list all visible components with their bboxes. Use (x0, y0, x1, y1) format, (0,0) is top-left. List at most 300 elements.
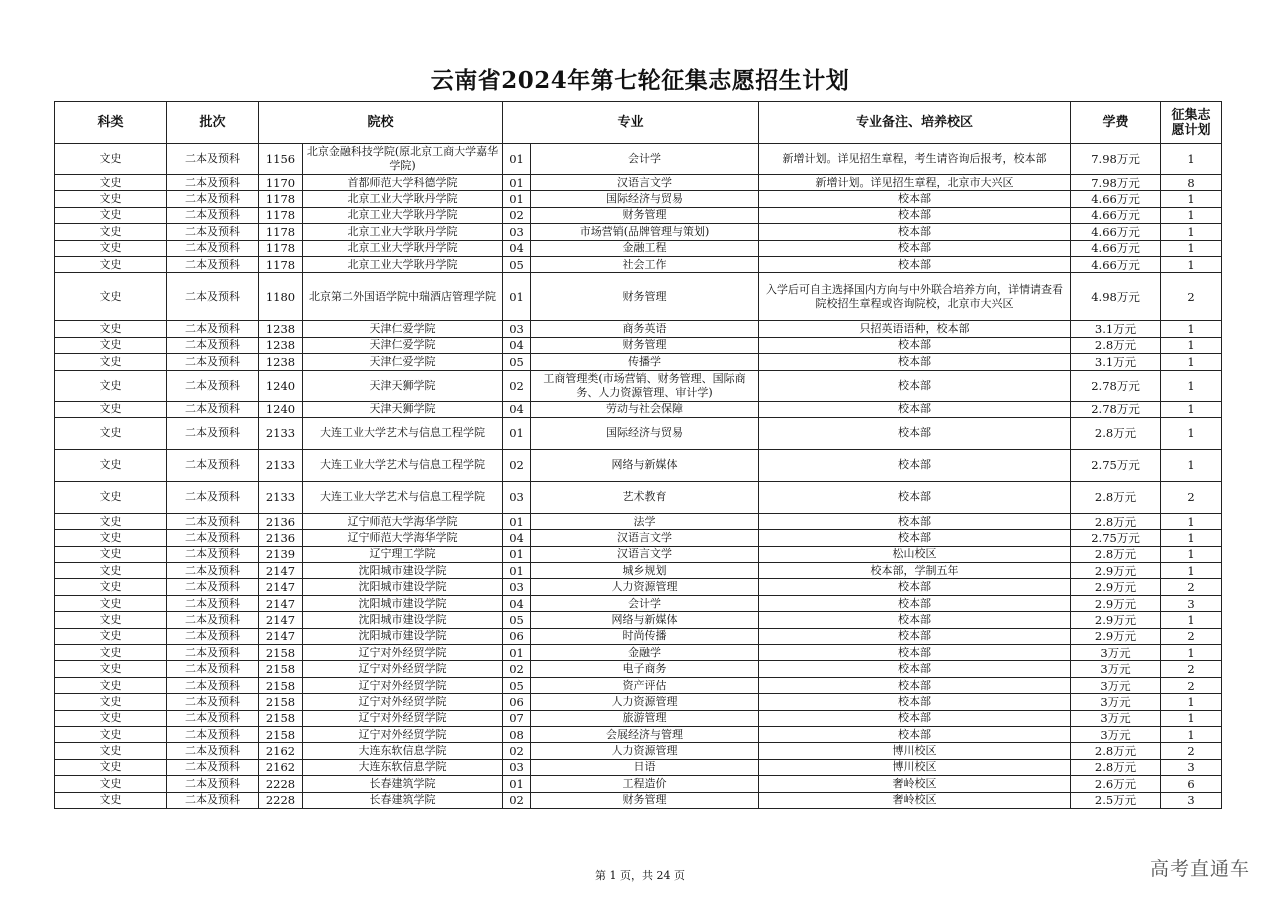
cell-school-name: 天津天狮学院 (303, 370, 503, 401)
header-kelei: 科类 (55, 102, 167, 144)
cell-school-code: 1156 (259, 144, 303, 175)
cell-major-name: 财务管理 (531, 207, 759, 223)
cell-school-name: 北京工业大学耿丹学院 (303, 224, 503, 240)
cell-remark: 校本部 (759, 726, 1071, 742)
table-row (55, 694, 1222, 710)
cell-fee: 2.9万元 (1071, 579, 1161, 595)
cell-major-code: 03 (503, 579, 531, 595)
cell-pici: 二本及预科 (167, 645, 259, 661)
table-row (55, 612, 1222, 628)
cell-fee: 3.1万元 (1071, 321, 1161, 337)
cell-major-name: 汉语言文学 (531, 530, 759, 546)
table-row (55, 321, 1222, 337)
cell-major-code: 01 (503, 144, 531, 175)
cell-school-name: 辽宁对外经贸学院 (303, 710, 503, 726)
cell-plan: 8 (1161, 175, 1222, 191)
table-body (55, 144, 1222, 809)
cell-pici: 二本及预科 (167, 481, 259, 513)
header-fee: 学费 (1071, 102, 1161, 144)
cell-school-code: 1238 (259, 321, 303, 337)
cell-remark: 校本部 (759, 240, 1071, 256)
cell-major-code: 01 (503, 513, 531, 529)
cell-plan: 1 (1161, 513, 1222, 529)
cell-remark: 校本部 (759, 337, 1071, 353)
cell-fee: 2.8万元 (1071, 759, 1161, 775)
cell-major-code: 04 (503, 595, 531, 611)
cell-school-name: 北京第二外国语学院中瑞酒店管理学院 (303, 273, 503, 321)
cell-remark: 校本部 (759, 417, 1071, 449)
cell-kelei: 文史 (55, 240, 167, 256)
cell-major-code: 05 (503, 612, 531, 628)
cell-pici: 二本及预科 (167, 191, 259, 207)
cell-major-name: 劳动与社会保障 (531, 401, 759, 417)
cell-fee: 4.66万元 (1071, 240, 1161, 256)
cell-plan: 1 (1161, 370, 1222, 401)
cell-remark: 校本部 (759, 694, 1071, 710)
cell-pici: 二本及预科 (167, 273, 259, 321)
cell-school-name: 北京金融科技学院(原北京工商大学嘉华学院) (303, 144, 503, 175)
cell-major-name: 工程造价 (531, 776, 759, 792)
table-row (55, 401, 1222, 417)
cell-major-code: 04 (503, 401, 531, 417)
cell-major-code: 02 (503, 792, 531, 808)
cell-remark: 校本部 (759, 224, 1071, 240)
cell-school-code: 1178 (259, 240, 303, 256)
cell-school-name: 天津天狮学院 (303, 401, 503, 417)
cell-school-code: 1178 (259, 256, 303, 272)
cell-pici: 二本及预科 (167, 224, 259, 240)
cell-plan: 1 (1161, 401, 1222, 417)
cell-fee: 3万元 (1071, 710, 1161, 726)
cell-kelei: 文史 (55, 354, 167, 370)
cell-school-name: 沈阳城市建设学院 (303, 595, 503, 611)
cell-plan: 1 (1161, 530, 1222, 546)
cell-pici: 二本及预科 (167, 354, 259, 370)
cell-fee: 3万元 (1071, 694, 1161, 710)
cell-school-code: 1240 (259, 401, 303, 417)
cell-school-code: 1178 (259, 224, 303, 240)
cell-kelei: 文史 (55, 256, 167, 272)
cell-school-name: 沈阳城市建设学院 (303, 612, 503, 628)
cell-school-code: 2158 (259, 710, 303, 726)
cell-pici: 二本及预科 (167, 207, 259, 223)
cell-school-code: 1170 (259, 175, 303, 191)
cell-plan: 3 (1161, 759, 1222, 775)
cell-major-code: 06 (503, 694, 531, 710)
cell-major-name: 国际经济与贸易 (531, 191, 759, 207)
cell-remark: 校本部 (759, 612, 1071, 628)
cell-pici: 二本及预科 (167, 628, 259, 644)
table-row (55, 207, 1222, 223)
cell-school-name: 大连工业大学艺术与信息工程学院 (303, 417, 503, 449)
cell-school-code: 2147 (259, 612, 303, 628)
cell-school-code: 2136 (259, 513, 303, 529)
cell-remark: 奢岭校区 (759, 792, 1071, 808)
cell-kelei: 文史 (55, 628, 167, 644)
cell-fee: 4.66万元 (1071, 191, 1161, 207)
cell-fee: 2.8万元 (1071, 337, 1161, 353)
cell-major-code: 01 (503, 191, 531, 207)
cell-plan: 1 (1161, 612, 1222, 628)
header-school: 院校 (259, 102, 503, 144)
cell-kelei: 文史 (55, 595, 167, 611)
cell-major-code: 02 (503, 743, 531, 759)
cell-pici: 二本及预科 (167, 530, 259, 546)
cell-fee: 2.9万元 (1071, 563, 1161, 579)
cell-pici: 二本及预科 (167, 513, 259, 529)
cell-plan: 1 (1161, 449, 1222, 481)
cell-school-name: 天津仁爱学院 (303, 321, 503, 337)
cell-major-code: 03 (503, 224, 531, 240)
cell-major-code: 01 (503, 776, 531, 792)
cell-school-name: 北京工业大学耿丹学院 (303, 240, 503, 256)
cell-remark: 校本部，学制五年 (759, 563, 1071, 579)
table-row (55, 449, 1222, 481)
cell-school-name: 辽宁对外经贸学院 (303, 645, 503, 661)
cell-kelei: 文史 (55, 792, 167, 808)
cell-major-name: 传播学 (531, 354, 759, 370)
cell-school-name: 沈阳城市建设学院 (303, 579, 503, 595)
cell-kelei: 文史 (55, 530, 167, 546)
table-row (55, 628, 1222, 644)
cell-major-code: 03 (503, 321, 531, 337)
cell-pici: 二本及预科 (167, 563, 259, 579)
cell-pici: 二本及预科 (167, 240, 259, 256)
page-title: 云南省2024年第七轮征集志愿招生计划 (430, 67, 850, 94)
cell-plan: 1 (1161, 710, 1222, 726)
cell-fee: 2.78万元 (1071, 370, 1161, 401)
cell-pici: 二本及预科 (167, 417, 259, 449)
cell-school-code: 2158 (259, 661, 303, 677)
cell-kelei: 文史 (55, 661, 167, 677)
cell-school-code: 2158 (259, 677, 303, 693)
cell-plan: 3 (1161, 792, 1222, 808)
cell-major-code: 03 (503, 759, 531, 775)
cell-kelei: 文史 (55, 273, 167, 321)
cell-fee: 2.8万元 (1071, 743, 1161, 759)
table-row (55, 792, 1222, 808)
cell-pici: 二本及预科 (167, 776, 259, 792)
cell-pici: 二本及预科 (167, 710, 259, 726)
cell-fee: 2.8万元 (1071, 546, 1161, 562)
cell-remark: 新增计划。详见招生章程，考生请咨询后报考，校本部 (759, 144, 1071, 175)
cell-plan: 1 (1161, 240, 1222, 256)
cell-plan: 3 (1161, 595, 1222, 611)
cell-pici: 二本及预科 (167, 726, 259, 742)
cell-pici: 二本及预科 (167, 661, 259, 677)
table-row (55, 273, 1222, 321)
cell-major-name: 社会工作 (531, 256, 759, 272)
cell-remark: 校本部 (759, 530, 1071, 546)
cell-kelei: 文史 (55, 370, 167, 401)
table-row (55, 530, 1222, 546)
cell-school-code: 1180 (259, 273, 303, 321)
table-row (55, 661, 1222, 677)
cell-major-name: 会展经济与管理 (531, 726, 759, 742)
cell-school-code: 1178 (259, 191, 303, 207)
watermark: 高考直通车 (1149, 858, 1250, 880)
cell-pici: 二本及预科 (167, 546, 259, 562)
header-pici: 批次 (167, 102, 259, 144)
cell-kelei: 文史 (55, 321, 167, 337)
cell-kelei: 文史 (55, 417, 167, 449)
cell-school-code: 2158 (259, 726, 303, 742)
table-row (55, 224, 1222, 240)
cell-remark: 松山校区 (759, 546, 1071, 562)
cell-fee: 2.9万元 (1071, 612, 1161, 628)
cell-plan: 2 (1161, 628, 1222, 644)
cell-remark: 校本部 (759, 513, 1071, 529)
table-row (55, 759, 1222, 775)
cell-major-code: 05 (503, 677, 531, 693)
cell-school-name: 沈阳城市建设学院 (303, 563, 503, 579)
cell-school-name: 大连东软信息学院 (303, 743, 503, 759)
cell-fee: 7.98万元 (1071, 175, 1161, 191)
cell-major-name: 汉语言文学 (531, 546, 759, 562)
cell-school-code: 1238 (259, 337, 303, 353)
cell-plan: 1 (1161, 694, 1222, 710)
table-row (55, 776, 1222, 792)
enrollment-plan-table (54, 101, 1222, 809)
cell-pici: 二本及预科 (167, 759, 259, 775)
table-row (55, 677, 1222, 693)
cell-remark: 校本部 (759, 481, 1071, 513)
cell-fee: 4.66万元 (1071, 224, 1161, 240)
cell-school-name: 辽宁对外经贸学院 (303, 661, 503, 677)
cell-pici: 二本及预科 (167, 743, 259, 759)
cell-plan: 2 (1161, 579, 1222, 595)
cell-school-code: 2133 (259, 481, 303, 513)
cell-major-name: 网络与新媒体 (531, 449, 759, 481)
cell-kelei: 文史 (55, 481, 167, 513)
cell-school-name: 大连工业大学艺术与信息工程学院 (303, 449, 503, 481)
cell-school-name: 大连东软信息学院 (303, 759, 503, 775)
cell-fee: 2.75万元 (1071, 449, 1161, 481)
cell-major-code: 02 (503, 661, 531, 677)
cell-kelei: 文史 (55, 694, 167, 710)
table-row (55, 175, 1222, 191)
cell-school-code: 2147 (259, 595, 303, 611)
table-row (55, 579, 1222, 595)
cell-school-code: 2228 (259, 776, 303, 792)
cell-major-code: 05 (503, 354, 531, 370)
cell-major-name: 网络与新媒体 (531, 612, 759, 628)
cell-kelei: 文史 (55, 743, 167, 759)
cell-major-name: 人力资源管理 (531, 579, 759, 595)
table-row (55, 595, 1222, 611)
cell-major-name: 金融工程 (531, 240, 759, 256)
cell-kelei: 文史 (55, 579, 167, 595)
cell-fee: 2.5万元 (1071, 792, 1161, 808)
cell-plan: 2 (1161, 661, 1222, 677)
cell-kelei: 文史 (55, 612, 167, 628)
cell-plan: 1 (1161, 191, 1222, 207)
cell-remark: 新增计划。详见招生章程，北京市大兴区 (759, 175, 1071, 191)
cell-kelei: 文史 (55, 546, 167, 562)
cell-remark: 博川校区 (759, 759, 1071, 775)
cell-fee: 2.78万元 (1071, 401, 1161, 417)
cell-pici: 二本及预科 (167, 321, 259, 337)
cell-school-name: 北京工业大学耿丹学院 (303, 207, 503, 223)
cell-remark: 奢岭校区 (759, 776, 1071, 792)
cell-major-code: 01 (503, 645, 531, 661)
cell-fee: 2.8万元 (1071, 481, 1161, 513)
cell-pici: 二本及预科 (167, 677, 259, 693)
cell-major-name: 旅游管理 (531, 710, 759, 726)
cell-major-code: 06 (503, 628, 531, 644)
cell-school-name: 辽宁对外经贸学院 (303, 694, 503, 710)
table-row (55, 710, 1222, 726)
cell-remark: 校本部 (759, 401, 1071, 417)
cell-pici: 二本及预科 (167, 401, 259, 417)
cell-school-code: 2136 (259, 530, 303, 546)
cell-kelei: 文史 (55, 513, 167, 529)
cell-major-name: 商务英语 (531, 321, 759, 337)
cell-major-code: 01 (503, 546, 531, 562)
cell-school-code: 2147 (259, 628, 303, 644)
cell-kelei: 文史 (55, 645, 167, 661)
cell-fee: 2.8万元 (1071, 417, 1161, 449)
cell-major-name: 金融学 (531, 645, 759, 661)
cell-fee: 4.66万元 (1071, 207, 1161, 223)
cell-school-name: 辽宁理工学院 (303, 546, 503, 562)
cell-plan: 2 (1161, 677, 1222, 693)
cell-fee: 2.8万元 (1071, 513, 1161, 529)
cell-pici: 二本及预科 (167, 694, 259, 710)
cell-school-code: 2139 (259, 546, 303, 562)
cell-major-name: 财务管理 (531, 792, 759, 808)
cell-major-code: 01 (503, 563, 531, 579)
cell-school-name: 辽宁师范大学海华学院 (303, 513, 503, 529)
cell-major-name: 财务管理 (531, 337, 759, 353)
cell-school-code: 2228 (259, 792, 303, 808)
cell-major-name: 资产评估 (531, 677, 759, 693)
cell-major-name: 汉语言文学 (531, 175, 759, 191)
cell-major-code: 05 (503, 256, 531, 272)
table-row (55, 337, 1222, 353)
cell-school-name: 天津仁爱学院 (303, 337, 503, 353)
cell-plan: 6 (1161, 776, 1222, 792)
cell-school-name: 首都师范大学科德学院 (303, 175, 503, 191)
cell-fee: 3万元 (1071, 645, 1161, 661)
cell-school-code: 1178 (259, 207, 303, 223)
cell-school-name: 北京工业大学耿丹学院 (303, 191, 503, 207)
cell-fee: 2.9万元 (1071, 628, 1161, 644)
cell-school-name: 北京工业大学耿丹学院 (303, 256, 503, 272)
cell-kelei: 文史 (55, 191, 167, 207)
cell-kelei: 文史 (55, 144, 167, 175)
cell-kelei: 文史 (55, 710, 167, 726)
cell-remark: 校本部 (759, 449, 1071, 481)
cell-plan: 2 (1161, 273, 1222, 321)
cell-remark: 校本部 (759, 256, 1071, 272)
cell-pici: 二本及预科 (167, 579, 259, 595)
cell-plan: 1 (1161, 354, 1222, 370)
cell-school-name: 长春建筑学院 (303, 792, 503, 808)
cell-fee: 3万元 (1071, 661, 1161, 677)
table-row (55, 645, 1222, 661)
cell-major-name: 人力资源管理 (531, 694, 759, 710)
cell-major-name: 会计学 (531, 144, 759, 175)
cell-fee: 7.98万元 (1071, 144, 1161, 175)
cell-major-code: 07 (503, 710, 531, 726)
cell-pici: 二本及预科 (167, 337, 259, 353)
cell-plan: 1 (1161, 224, 1222, 240)
cell-remark: 校本部 (759, 661, 1071, 677)
cell-fee: 4.66万元 (1071, 256, 1161, 272)
cell-kelei: 文史 (55, 337, 167, 353)
cell-pici: 二本及预科 (167, 612, 259, 628)
cell-major-name: 日语 (531, 759, 759, 775)
cell-remark: 入学后可自主选择国内方向与中外联合培养方向，详情请查看院校招生章程或咨询院校，北京市大兴区 (759, 273, 1071, 321)
cell-school-name: 辽宁对外经贸学院 (303, 677, 503, 693)
cell-major-name: 人力资源管理 (531, 743, 759, 759)
cell-kelei: 文史 (55, 401, 167, 417)
cell-kelei: 文史 (55, 224, 167, 240)
table-row (55, 240, 1222, 256)
cell-plan: 1 (1161, 726, 1222, 742)
cell-kelei: 文史 (55, 563, 167, 579)
cell-school-code: 2158 (259, 645, 303, 661)
table-row (55, 743, 1222, 759)
table-row (55, 481, 1222, 513)
cell-major-name: 工商管理类(市场营销、财务管理、国际商务、人力资源管理、审计学) (531, 370, 759, 401)
table-row (55, 726, 1222, 742)
cell-school-name: 天津仁爱学院 (303, 354, 503, 370)
table-row (55, 417, 1222, 449)
cell-plan: 1 (1161, 256, 1222, 272)
cell-remark: 博川校区 (759, 743, 1071, 759)
cell-plan: 2 (1161, 481, 1222, 513)
cell-pici: 二本及预科 (167, 175, 259, 191)
cell-kelei: 文史 (55, 759, 167, 775)
cell-major-name: 市场营销(品牌管理与策划) (531, 224, 759, 240)
header-major: 专业 (503, 102, 759, 144)
cell-remark: 校本部 (759, 354, 1071, 370)
cell-school-code: 2133 (259, 417, 303, 449)
table-row (55, 546, 1222, 562)
cell-major-name: 会计学 (531, 595, 759, 611)
cell-plan: 1 (1161, 563, 1222, 579)
cell-school-name: 辽宁师范大学海华学院 (303, 530, 503, 546)
cell-major-name: 时尚传播 (531, 628, 759, 644)
cell-school-name: 长春建筑学院 (303, 776, 503, 792)
cell-fee: 2.75万元 (1071, 530, 1161, 546)
cell-major-name: 艺术教育 (531, 481, 759, 513)
cell-major-code: 01 (503, 417, 531, 449)
cell-pici: 二本及预科 (167, 256, 259, 272)
cell-remark: 校本部 (759, 595, 1071, 611)
cell-remark: 校本部 (759, 207, 1071, 223)
cell-school-name: 沈阳城市建设学院 (303, 628, 503, 644)
cell-school-code: 2133 (259, 449, 303, 481)
cell-school-name: 大连工业大学艺术与信息工程学院 (303, 481, 503, 513)
cell-remark: 校本部 (759, 645, 1071, 661)
cell-major-name: 国际经济与贸易 (531, 417, 759, 449)
cell-school-code: 1240 (259, 370, 303, 401)
cell-kelei: 文史 (55, 175, 167, 191)
cell-kelei: 文史 (55, 776, 167, 792)
cell-remark: 校本部 (759, 710, 1071, 726)
cell-major-code: 02 (503, 207, 531, 223)
cell-school-code: 1238 (259, 354, 303, 370)
table-row (55, 256, 1222, 272)
table-row (55, 191, 1222, 207)
cell-plan: 1 (1161, 207, 1222, 223)
cell-remark: 校本部 (759, 370, 1071, 401)
cell-pici: 二本及预科 (167, 792, 259, 808)
cell-major-name: 财务管理 (531, 273, 759, 321)
